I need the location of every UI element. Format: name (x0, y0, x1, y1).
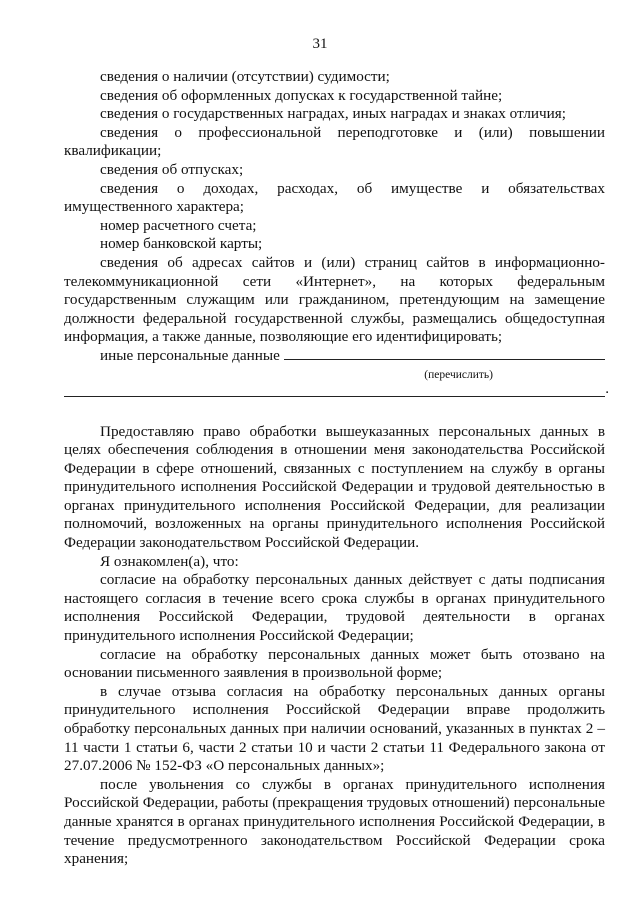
list-item: сведения о государственных наградах, иных наградах и знаках отличия; (100, 105, 567, 123)
acknowledged-heading: Я ознакомлен(а), что: (100, 552, 239, 570)
term-item: согласие на обработку персональных данных может быть отозвано на основании письменного заявления в произвольной форме; (64, 645, 605, 682)
list-item: сведения об оформленных допусках к государственной тайне; (100, 86, 503, 104)
term-item: согласие на обработку персональных данных действует с даты подписания настоящего согласия в течение всего срока службы в органах принудительного исполнения Российской Федерации, трудовой деятельности в органах принудительного исполнения Российской Федерации; (64, 571, 605, 645)
continuation-blank-line[interactable] (64, 379, 609, 397)
list-item: сведения о профессиональной переподготовке и (или) повышении квалификации; (64, 123, 605, 160)
list-item: сведения о наличии (отсутствии) судимости; (100, 68, 390, 85)
line-end-mark: . (605, 379, 609, 397)
term-item: после увольнения со службы в органах принудительного исполнения Российской Федерации, работы (прекращения трудовых отношений) персональные данные хранятся в органах принудительного исполнения Российской Федерации, в течение предусмотренного законодательством Российской Федерации срока хранения; (64, 775, 605, 868)
list-item: номер банковской карты; (100, 235, 263, 253)
page-number: 31 (312, 36, 328, 52)
list-item: номер расчетного счета; (100, 216, 257, 234)
consent-paragraph: Предоставляю право обработки вышеуказанных персональных данных в целях обеспечения соблюдения в отношении меня законодательства Российской Федерации в сфере отношений, связанных с поступлением на службу в органы принудительного исполнения Российской Федерации и трудовой деятельностью в органах принудительного исполнения Российской Федерации, для реализации полномочий, возложенных на органы принудительного исполнения Российской Федерации законодательством Российской Федерации. (64, 422, 605, 552)
other-data-blank[interactable] (284, 347, 605, 360)
other-data-line (64, 347, 605, 366)
list-item: сведения о доходах, расходах, об имуществе и обязательствах имущественного характера; (64, 179, 605, 216)
term-item: в случае отзыва согласия на обработку персональных данных органы принудительного исполнения Российской Федерации вправе продолжить обработку персональных данных при наличии оснований, указанных в пунктах 2 – 11 части 1 статьи 6, части 2 статьи 10 и части 2 статьи 11 Федерального закона от 27.07.2006 № 152-ФЗ «О персональных данных»; (64, 682, 605, 775)
list-item: сведения об адресах сайтов и (или) страниц сайтов в информационно-телекоммуникационной сети «Интернет», на которых федеральным государственным служащим или гражданином, претендующим на замещение должности федеральной государственной службы, размещались общедоступная информация, а также данные, позволяющие его идентифицировать; (64, 253, 605, 346)
list-item: сведения об отпусках; (100, 160, 244, 178)
document-body (64, 68, 609, 869)
other-data-label: иные персональные данные (100, 346, 280, 364)
other-data-hint: (перечислить) (424, 368, 493, 381)
